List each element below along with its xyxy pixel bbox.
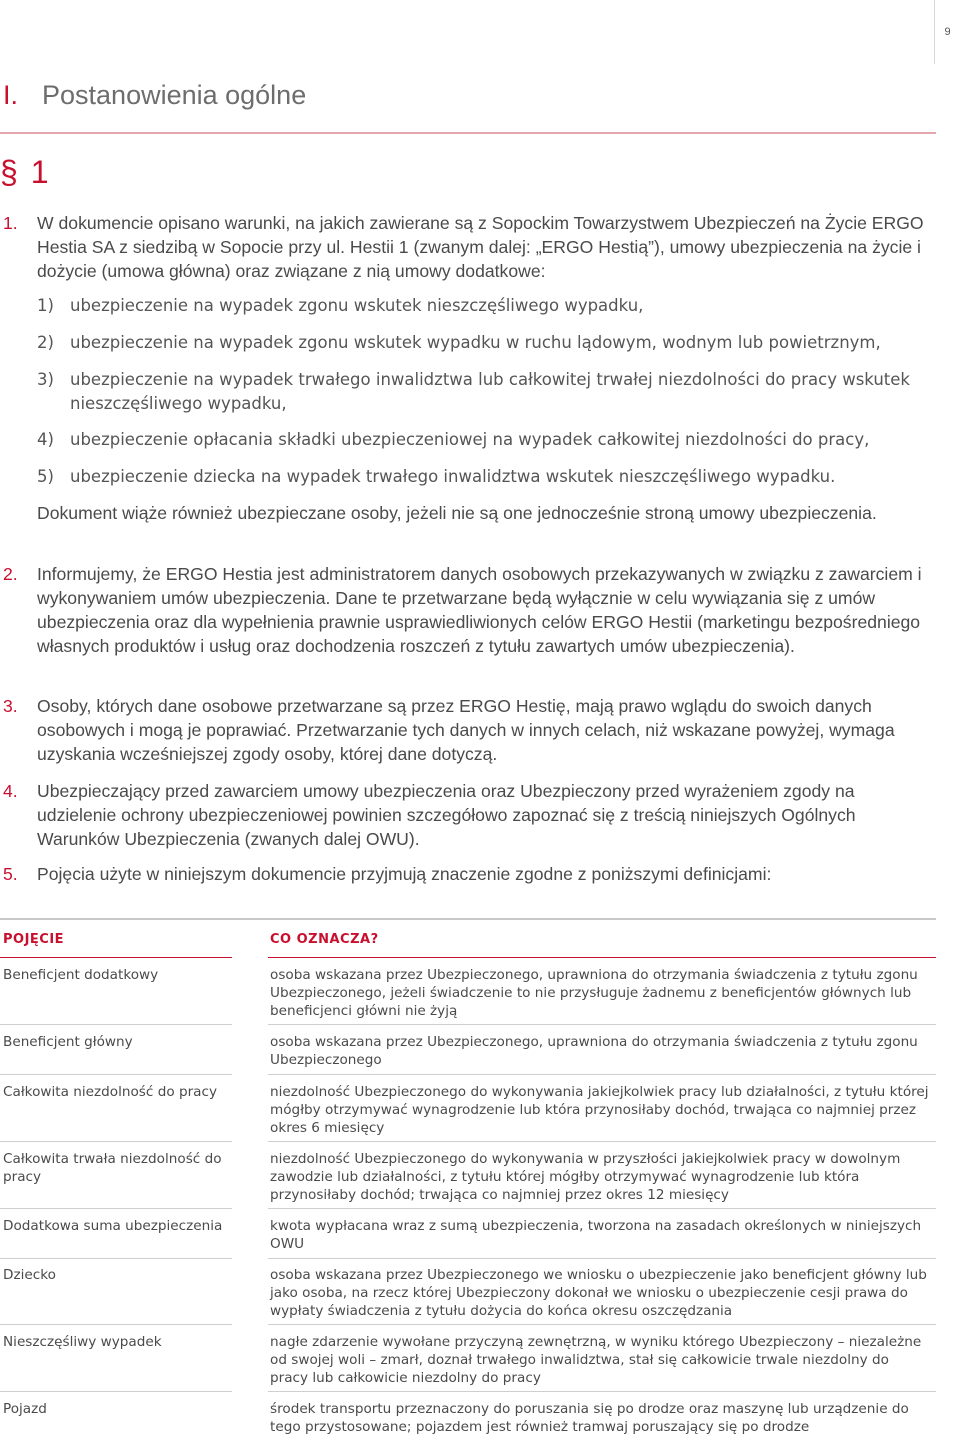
row-divider <box>0 1074 232 1075</box>
row-divider <box>268 1324 936 1325</box>
item-number: 1. <box>3 213 18 233</box>
row-divider <box>0 1324 232 1325</box>
subitem-number: 5) <box>37 467 54 486</box>
item-text: W dokumencie opisano warunki, na jakich zawierane są z Sopockim Towarzystwem Ubezpieczeń na Życie ERGO Hestia SA z siedzibą w Sopocie przy ul. Hestii 1 (zwanym dalej: „ERGO Hestią”), umowy ubezpieczenia na życie i dożycie (umowa główna) oraz związane z nią umowy dodatkowe: <box>37 213 924 281</box>
list-item-2 <box>0 562 935 658</box>
row-divider <box>268 1258 936 1259</box>
section-title <box>3 80 306 111</box>
definition-term: Dodatkowa suma ubezpieczenia <box>3 1218 223 1234</box>
page-number: 9 <box>934 0 960 64</box>
row-divider <box>268 1208 936 1209</box>
list-item-3 <box>0 694 935 766</box>
definition-term: Beneficjent dodatkowy <box>3 967 159 983</box>
subitem-number: 1) <box>37 296 54 315</box>
subitem-3 <box>37 368 937 416</box>
paragraph-sign: § 1 <box>0 154 51 190</box>
list-item-1 <box>0 211 935 283</box>
definition-text: osoba wskazana przez Ubezpieczonego we wniosku o ubezpieczenie jako beneficjent główny lub jako osoba, na rzecz której Ubezpieczony dokonał we wniosku o ubezpieczenie cesji prawa do wypłaty świadczenia z tytułu dożycia do końca okresu oszczędzania <box>270 1267 927 1319</box>
item-number: 3. <box>3 696 18 716</box>
subitem-number: 3) <box>37 370 54 389</box>
row-divider <box>0 1024 232 1025</box>
item-text: Pojęcia użyte w niniejszym dokumencie przyjmują znaczenie zgodne z poniższymi definicjami: <box>37 864 772 884</box>
definition-text: niezdolność Ubezpieczonego do wykonywania jakiejkolwiek pracy lub działalności, z tytułu której mógłby otrzymywać wynagrodzenie lub która przynosiłaby dochód, trwająca co najmniej przez okres 6 miesięcy <box>270 1084 929 1136</box>
item-text: Osoby, których dane osobowe przetwarzane są przez ERGO Hestię, mają prawo wglądu do swoich danych osobowych i mogą je poprawiać. Przetwarzanie tych danych w innych celach, niż wskazane powyżej, wymaga uzyskania wcześniejszej zgody osoby, której dane dotyczą. <box>37 696 895 764</box>
definition-term: Całkowita trwała niezdolność do pracy <box>3 1151 222 1185</box>
definition-term: Pojazd <box>3 1401 47 1417</box>
item-text: Informujemy, że ERGO Hestia jest administratorem danych osobowych przekazywanych w związku z zawarciem i wykonywaniem umów ubezpieczenia. Dane te przetwarzane będą wyłącznie w celu wywiązania się z umów ubezpieczenia oraz dla wypełnienia prawnie usprawiedliwionych celów ERGO Hestii (marketingu bezpośredniego własnych produktów i usług oraz dochodzenia roszczeń z tytułu zawartych umów ubezpieczenia). <box>37 564 922 656</box>
definition-text: osoba wskazana przez Ubezpieczonego, uprawniona do otrzymania świadczenia z tytułu zgonu Ubezpieczonego <box>270 1034 918 1068</box>
definition-text: środek transportu przeznaczony do poruszania się po drodze oraz maszynę lub urządzenie do tego przystosowane; pojazdem jest również tramwaj poruszający się po drodze <box>270 1401 909 1435</box>
subitem-text: ubezpieczenie opłacania składki ubezpieczeniowej na wypadek całkowitej niezdolności do pracy, <box>70 430 870 449</box>
row-divider <box>268 1024 936 1025</box>
definition-text: kwota wypłacana wraz z sumą ubezpieczenia, tworzona na zasadach określonych w niniejszych OWU <box>270 1218 922 1252</box>
subitem-2 <box>37 331 937 355</box>
row-divider <box>268 1391 936 1392</box>
definition-text: osoba wskazana przez Ubezpieczonego, uprawniona do otrzymania świadczenia z tytułu zgonu Ubezpieczonego, jeżeli świadczenie to nie przysługuje żadnemu z beneficjentów głównych lub beneficjenci główni nie żyją <box>270 967 918 1019</box>
list-item-5 <box>0 862 935 886</box>
table-header-term: POJĘCIE <box>3 932 65 947</box>
item-number: 4. <box>3 781 18 801</box>
definition-term: Dziecko <box>3 1267 56 1283</box>
definition-text: nagłe zdarzenie wywołane przyczyną zewnętrzną, w wyniku którego Ubezpieczony – niezależne od swojej woli – zmarł, doznał trwałego inwalidztwa, stał się całkowicie trwale niezdolny do pracy lub całkowicie niezdolny do pracy <box>270 1334 922 1386</box>
definition-text: niezdolność Ubezpieczonego do wykonywania w przyszłości jakiejkolwiek pracy w dowolnym zawodzie lub działalności, z tytułu której mógłby otrzymywać wynagrodzenie lub która przynosiłaby dochód; trwająca co najmniej przez okres 12 miesięcy <box>270 1151 901 1203</box>
row-divider <box>268 1074 936 1075</box>
subitem-text: ubezpieczenie na wypadek zgonu wskutek wypadku w ruchu lądowym, wodnym lub powietrznym, <box>70 333 881 352</box>
definition-term: Całkowita niezdolność do pracy <box>3 1084 218 1100</box>
subitem-text: ubezpieczenie na wypadek zgonu wskutek nieszczęśliwego wypadku, <box>70 296 644 315</box>
definition-term: Beneficjent główny <box>3 1034 133 1050</box>
table-top-divider <box>0 918 936 920</box>
row-divider <box>268 1141 936 1142</box>
title-divider <box>0 132 936 134</box>
definition-term: Nieszczęśliwy wypadek <box>3 1334 162 1350</box>
row-divider <box>0 1141 232 1142</box>
subitem-text: ubezpieczenie dziecka na wypadek trwałego inwalidztwa wskutek nieszczęśliwego wypadku. <box>70 467 836 486</box>
subitem-5 <box>37 465 937 489</box>
item-number: 2. <box>3 564 18 584</box>
binding-note: Dokument wiąże również ubezpieczane osoby, jeżeli nie są one jednocześnie stroną umowy ubezpieczenia. <box>37 503 877 523</box>
row-divider <box>0 1208 232 1209</box>
subitem-number: 2) <box>37 333 54 352</box>
row-divider <box>0 1391 232 1392</box>
item-number: 5. <box>3 864 18 884</box>
list-item-4 <box>0 779 935 851</box>
row-divider <box>0 1258 232 1259</box>
subitem-number: 4) <box>37 430 54 449</box>
section-title-text: Postanowienia ogólne <box>42 80 307 110</box>
header-underline-definition <box>268 957 936 958</box>
table-header-definition: CO OZNACZA? <box>270 932 379 947</box>
subitem-4 <box>37 428 937 452</box>
header-underline-term <box>0 957 232 958</box>
subitem-text: ubezpieczenie na wypadek trwałego inwalidztwa lub całkowitej trwałej niezdolności do pracy wskutek nieszczęśliwego wypadku, <box>70 370 910 413</box>
item-text: Ubezpieczający przed zawarciem umowy ubezpieczenia oraz Ubezpieczony przed wyrażeniem zgody na udzielenie ochrony ubezpieczeniowej powinien szczegółowo zapoznać się z treścią niniejszych Ogólnych Warunków Ubezpieczenia (zwanych dalej OWU). <box>37 781 856 849</box>
subitem-1 <box>37 294 937 318</box>
section-number: I. <box>3 80 19 110</box>
